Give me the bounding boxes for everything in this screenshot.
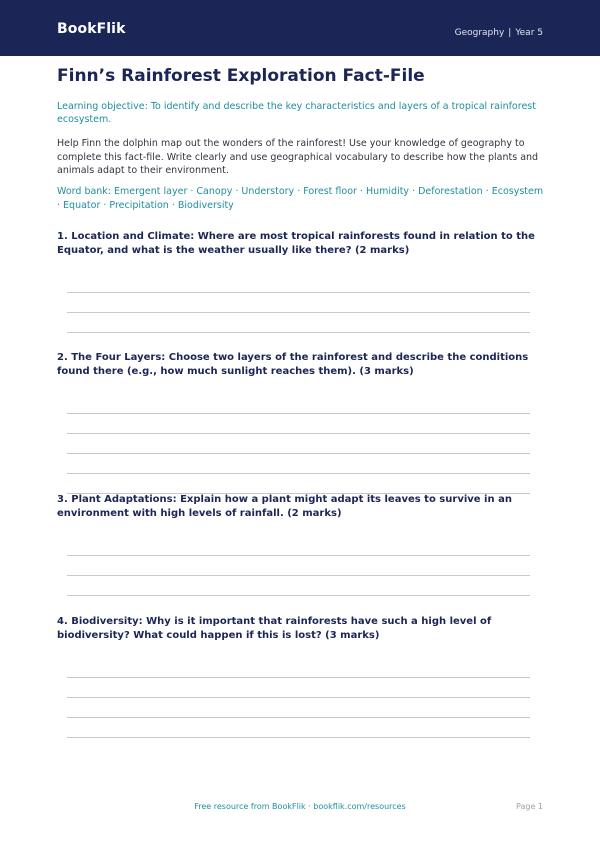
subject-label: Geography xyxy=(454,28,505,38)
year-label: Year 5 xyxy=(515,28,543,38)
question-3: 3. Plant Adaptations: Explain how a plant might adapt its leaves to survive in an environment with high levels of rainfall. (2 marks) xyxy=(57,494,512,519)
answer-line[interactable] xyxy=(67,312,530,313)
question-2: 2. The Four Layers: Choose two layers of the rainforest and describe the conditions found there (e.g., how much sunlight reaches them). (3 marks) xyxy=(57,352,529,377)
page-title: Finn’s Rainforest Exploration Fact-File xyxy=(57,66,425,86)
answer-line[interactable] xyxy=(67,677,530,678)
intro-text: Help Finn the dolphin map out the wonders of the rainforest! Use your knowledge of geography to complete this fact-file. Write clearly and use geographical vocabulary to describe how the plants and animals adapt to their environment. xyxy=(57,138,539,176)
question-4: 4. Biodiversity: Why is it important that rainforests have such a high level of biodiversity? What could happen if this is lost? (3 marks) xyxy=(57,616,492,641)
header-meta xyxy=(455,29,543,38)
answer-line[interactable] xyxy=(67,737,530,738)
answer-line[interactable] xyxy=(67,717,530,718)
answer-line[interactable] xyxy=(67,575,530,576)
answer-line[interactable] xyxy=(67,453,530,454)
answer-line[interactable] xyxy=(67,555,530,556)
answer-line[interactable] xyxy=(67,332,530,333)
answer-line[interactable] xyxy=(67,292,530,293)
header-bar xyxy=(0,0,600,56)
header-separator: | xyxy=(508,28,512,38)
answer-line[interactable] xyxy=(67,595,530,596)
word-bank: Word bank: Emergent layer · Canopy · Understory · Forest floor · Humidity · Deforestation · Ecosystem · Equator · Precipitation · Biodiversity xyxy=(57,186,544,211)
answer-line[interactable] xyxy=(67,697,530,698)
answer-line[interactable] xyxy=(67,473,530,474)
answer-line[interactable] xyxy=(67,413,530,414)
answer-line[interactable] xyxy=(67,433,530,434)
brand-logo[interactable]: BookFlik xyxy=(57,21,126,37)
footer-text[interactable]: Free resource from BookFlik · bookflik.com/resources xyxy=(194,802,406,811)
question-1: 1. Location and Climate: Where are most tropical rainforests found in relation to the Equator, and what is the weather usually like there? (2 marks) xyxy=(57,231,535,256)
learning-objective: Learning objective: To identify and describe the key characteristics and layers of a tropical rainforest ecosystem. xyxy=(57,101,536,125)
page-number: Page 1 xyxy=(516,802,543,811)
